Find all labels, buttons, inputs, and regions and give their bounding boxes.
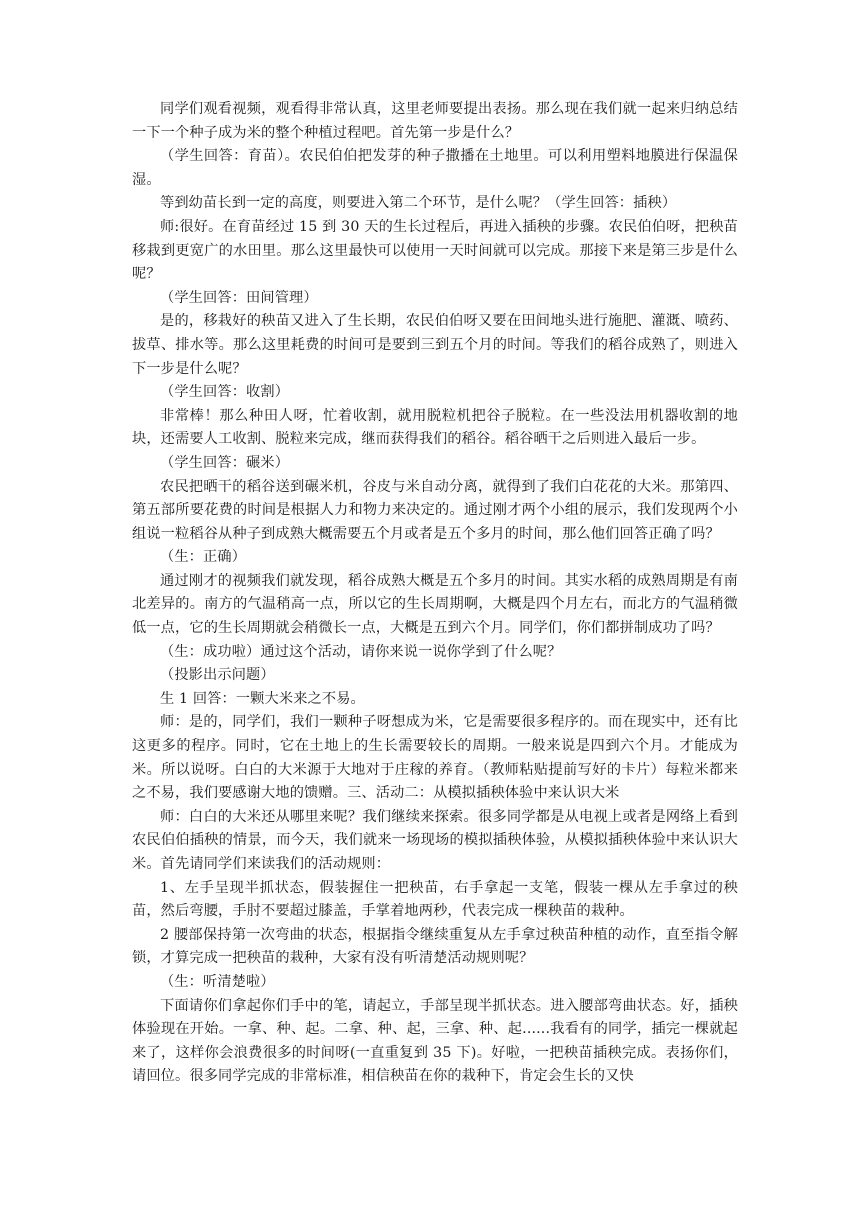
paragraph: 下面请你们拿起你们手中的笔，请起立，手部呈现半抓状态。进入腰部弯曲状态。好，插秧体验现在开始。一拿、种、起。二拿、种、起，三拿、种、起......我看有的同学，插完一棵就起来了，这样你会浪费很多的时间呀(一直重复到 35 下)。好啦，一把秧苗插秧完成。表扬你们，请回位。很多同学完成的非常标准，相信秧苗在你的栽种下，肯定会生长的又快 <box>132 997 738 1085</box>
paragraph: 农民把晒干的稻谷送到碾米机，谷皮与米自动分离，就得到了我们白花花的大米。那第四、第五部所要花费的时间是根据人力和物力来决定的。通过刚才两个小组的展示，我们发现两个小组说一粒稻谷从种子到成熟大概需要五个月或者是五个多月的时间，那么他们回答正确了吗？ <box>132 478 738 542</box>
paragraph: 非常棒！那么种田人呀，忙着收割，就用脱粒机把谷子脱粒。在一些没法用机器收割的地块，还需要人工收割、脱粒来完成，继而获得我们的稻谷。稻谷晒干之后则进入最后一步。 <box>132 407 738 448</box>
paragraph: （生：正确） <box>160 549 247 566</box>
paragraph: 师：白白的大米还从哪里来呢？我们继续来探索。很多同学都是从电视上或者是网络上看到农民伯伯插秧的情景，而今天，我们就来一场现场的模拟插秧体验，从模拟插秧体验中来认识大米。首先请同学们来读我们的活动规则： <box>132 808 738 872</box>
document-page <box>132 98 738 1089</box>
paragraph: （学生回答：育苗）。农民伯伯把发芽的种子撒播在土地里。可以利用塑料地膜进行保温保湿。 <box>132 148 738 188</box>
paragraph: 师：是的，同学们，我们一颗种子呀想成为米，它是需要很多程序的。而在现实中，还有比这更多的程序。同时，它在土地上的生长需要较长的周期。一般来说是四到六个月。才能成为米。所以说呀。白白的大米源于大地对于庄稼的养育。（教师粘贴提前写好的卡片）每粒米都来之不易，我们要感谢大地的馈赠。三、活动二：从模拟插秧体验中来认识大米 <box>132 714 738 802</box>
paragraph: 2 腰部保持第一次弯曲的状态，根据指令继续重复从左手拿过秧苗种植的动作，直至指令解锁，才算完成一把秧苗的栽种，大家有没有听清楚活动规则呢？ <box>132 926 738 967</box>
paragraph: （学生回答：碾米） <box>160 454 290 471</box>
paragraph: 生 1 回答：一颗大米来之不易。 <box>160 690 365 707</box>
paragraph: （学生回答：收割） <box>160 384 290 401</box>
paragraph: 同学们观看视频，观看得非常认真，这里老师要提出表扬。那么现在我们就一起来归纳总结一下一个种子成为米的整个种植过程吧。首先第一步是什么？ <box>132 101 738 141</box>
paragraph: （生：成功啦）通过这个活动，请你来说一说你学到了什么呢？ <box>160 643 562 660</box>
paragraph: 1、左手呈现半抓状态，假装握住一把秧苗，右手拿起一支笔，假装一棵从左手拿过的秧苗，然后弯腰，手肘不要超过膝盖，手掌着地两秒，代表完成一棵秧苗的栽种。 <box>132 879 738 920</box>
paragraph: （生：听清楚啦） <box>160 973 275 990</box>
paragraph: （学生回答：田间管理） <box>160 289 318 306</box>
paragraph: （投影出示问题） <box>160 667 275 684</box>
paragraph: 师:很好。在育苗经过 15 到 30 天的生长过程后，再进入插秧的步骤。农民伯伯呀，把秧苗移栽到更宽广的水田里。那么这里最快可以使用一天时间就可以完成。那接下来是第三步是什么呢？ <box>132 218 738 283</box>
paragraph: 是的，移栽好的秧苗又进入了生长期，农民伯伯呀又要在田间地头进行施肥、灌溉、喷药、拔草、排水等。那么这里耗费的时间可是要到三到五个月的时间。等我们的稻谷成熟了，则进入下一步是什么呢？ <box>132 313 738 377</box>
paragraph: 等到幼苗长到一定的高度，则要进入第二个环节，是什么呢？（学生回答：插秧） <box>160 195 677 212</box>
paragraph: 通过刚才的视频我们就发现，稻谷成熟大概是五个多月的时间。其实水稻的成熟周期是有南北差异的。南方的气温稍高一点，所以它的生长周期啊，大概是四个月左右，而北方的气温稍微低一点，它的生长周期就会稍微长一点，大概是五到六个月。同学们，你们都拼制成功了吗？ <box>132 572 738 637</box>
